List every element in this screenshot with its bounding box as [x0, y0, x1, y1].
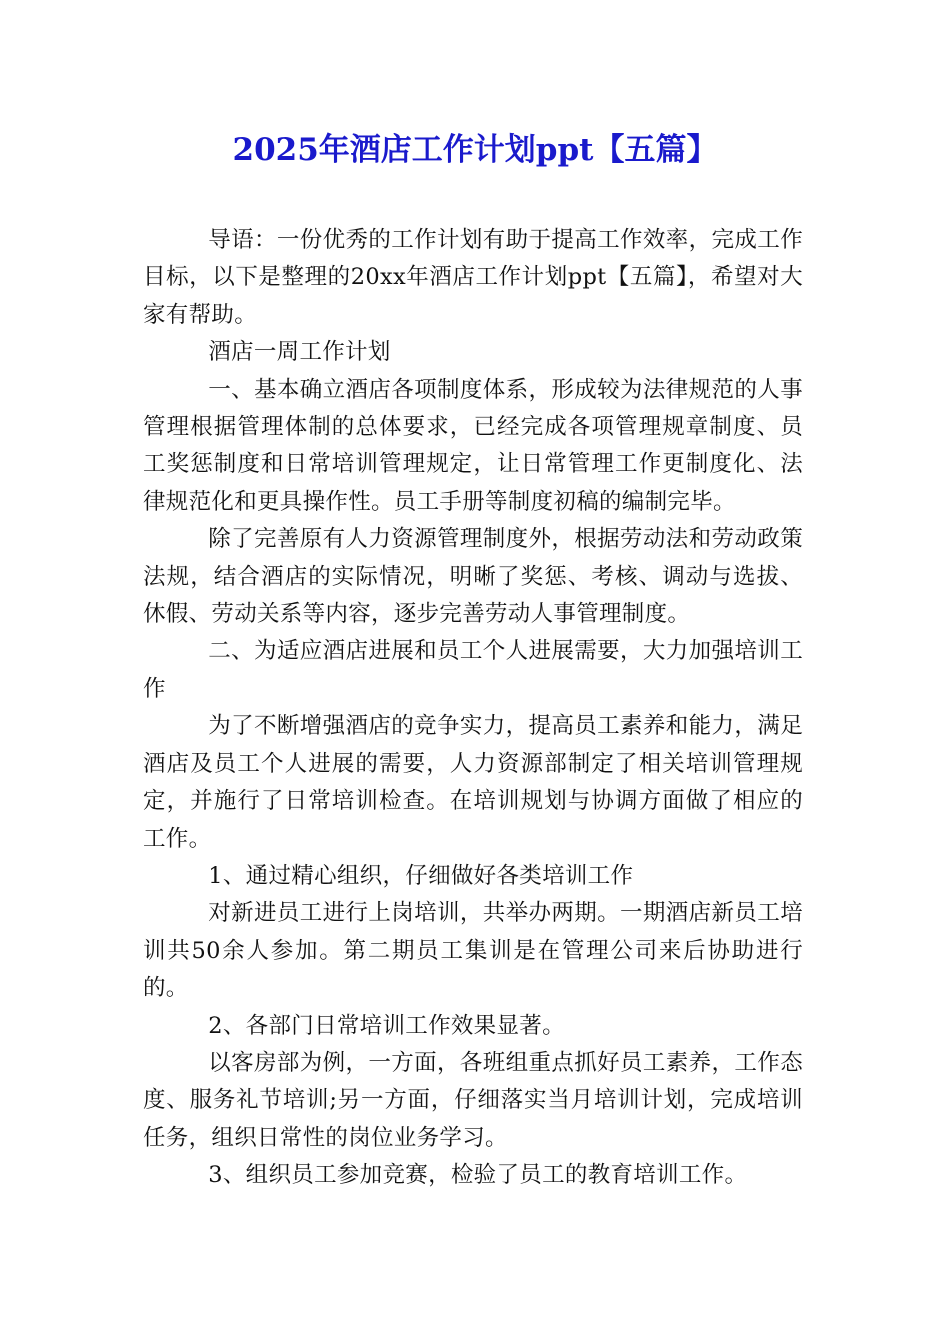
document-body: [143, 222, 803, 1195]
paragraph-intro: 导语：一份优秀的工作计划有助于提高工作效率，完成工作目标，以下是整理的20xx年酒店工作计划ppt【五篇】，希望对大家有帮助。: [143, 227, 803, 328]
paragraph-section-1: 一、基本确立酒店各项制度体系，形成较为法律规范的人事管理根据管理体制的总体要求，已经完成各项管理规章制度、员工奖惩制度和日常培训管理规定，让日常管理工作更制度化、法律规范化和更具操作性。员工手册等制度初稿的编制完毕。: [143, 376, 803, 515]
paragraph-section-2: 二、为适应酒店进展和员工个人进展需要，大力加强培训工作: [143, 638, 803, 702]
list-item-2: 2、各部门日常培训工作效果显著。: [208, 1012, 565, 1039]
section-heading-weekly-plan: 酒店一周工作计划: [208, 339, 391, 366]
paragraph: 以客房部为例，一方面，各班组重点抓好员工素养，工作态度、服务礼节培训;另一方面，仔细落实当月培训计划，完成培训任务，组织日常性的岗位业务学习。: [143, 1049, 803, 1151]
paragraph: 对新进员工进行上岗培训，共举办两期。一期酒店新员工培训共50余人参加。第二期员工集训是在管理公司来后协助进行的。: [143, 900, 803, 1002]
list-item-1: 1、通过精心组织，仔细做好各类培训工作: [208, 862, 634, 889]
paragraph: 除了完善原有人力资源管理制度外，根据劳动法和劳动政策法规，结合酒店的实际情况，明晰了奖惩、考核、调动与选拔、休假、劳动关系等内容，逐步完善劳动人事管理制度。: [143, 526, 803, 628]
document-title: 2025年酒店工作计划ppt【五篇】: [232, 132, 718, 168]
list-item-3: 3、组织员工参加竞赛，检验了员工的教育培训工作。: [208, 1162, 748, 1189]
paragraph: 为了不断增强酒店的竞争实力，提高员工素养和能力，满足酒店及员工个人进展的需要，人力资源部制定了相关培训管理规定，并施行了日常培训检查。在培训规划与协调方面做了相应的工作。: [143, 713, 803, 852]
